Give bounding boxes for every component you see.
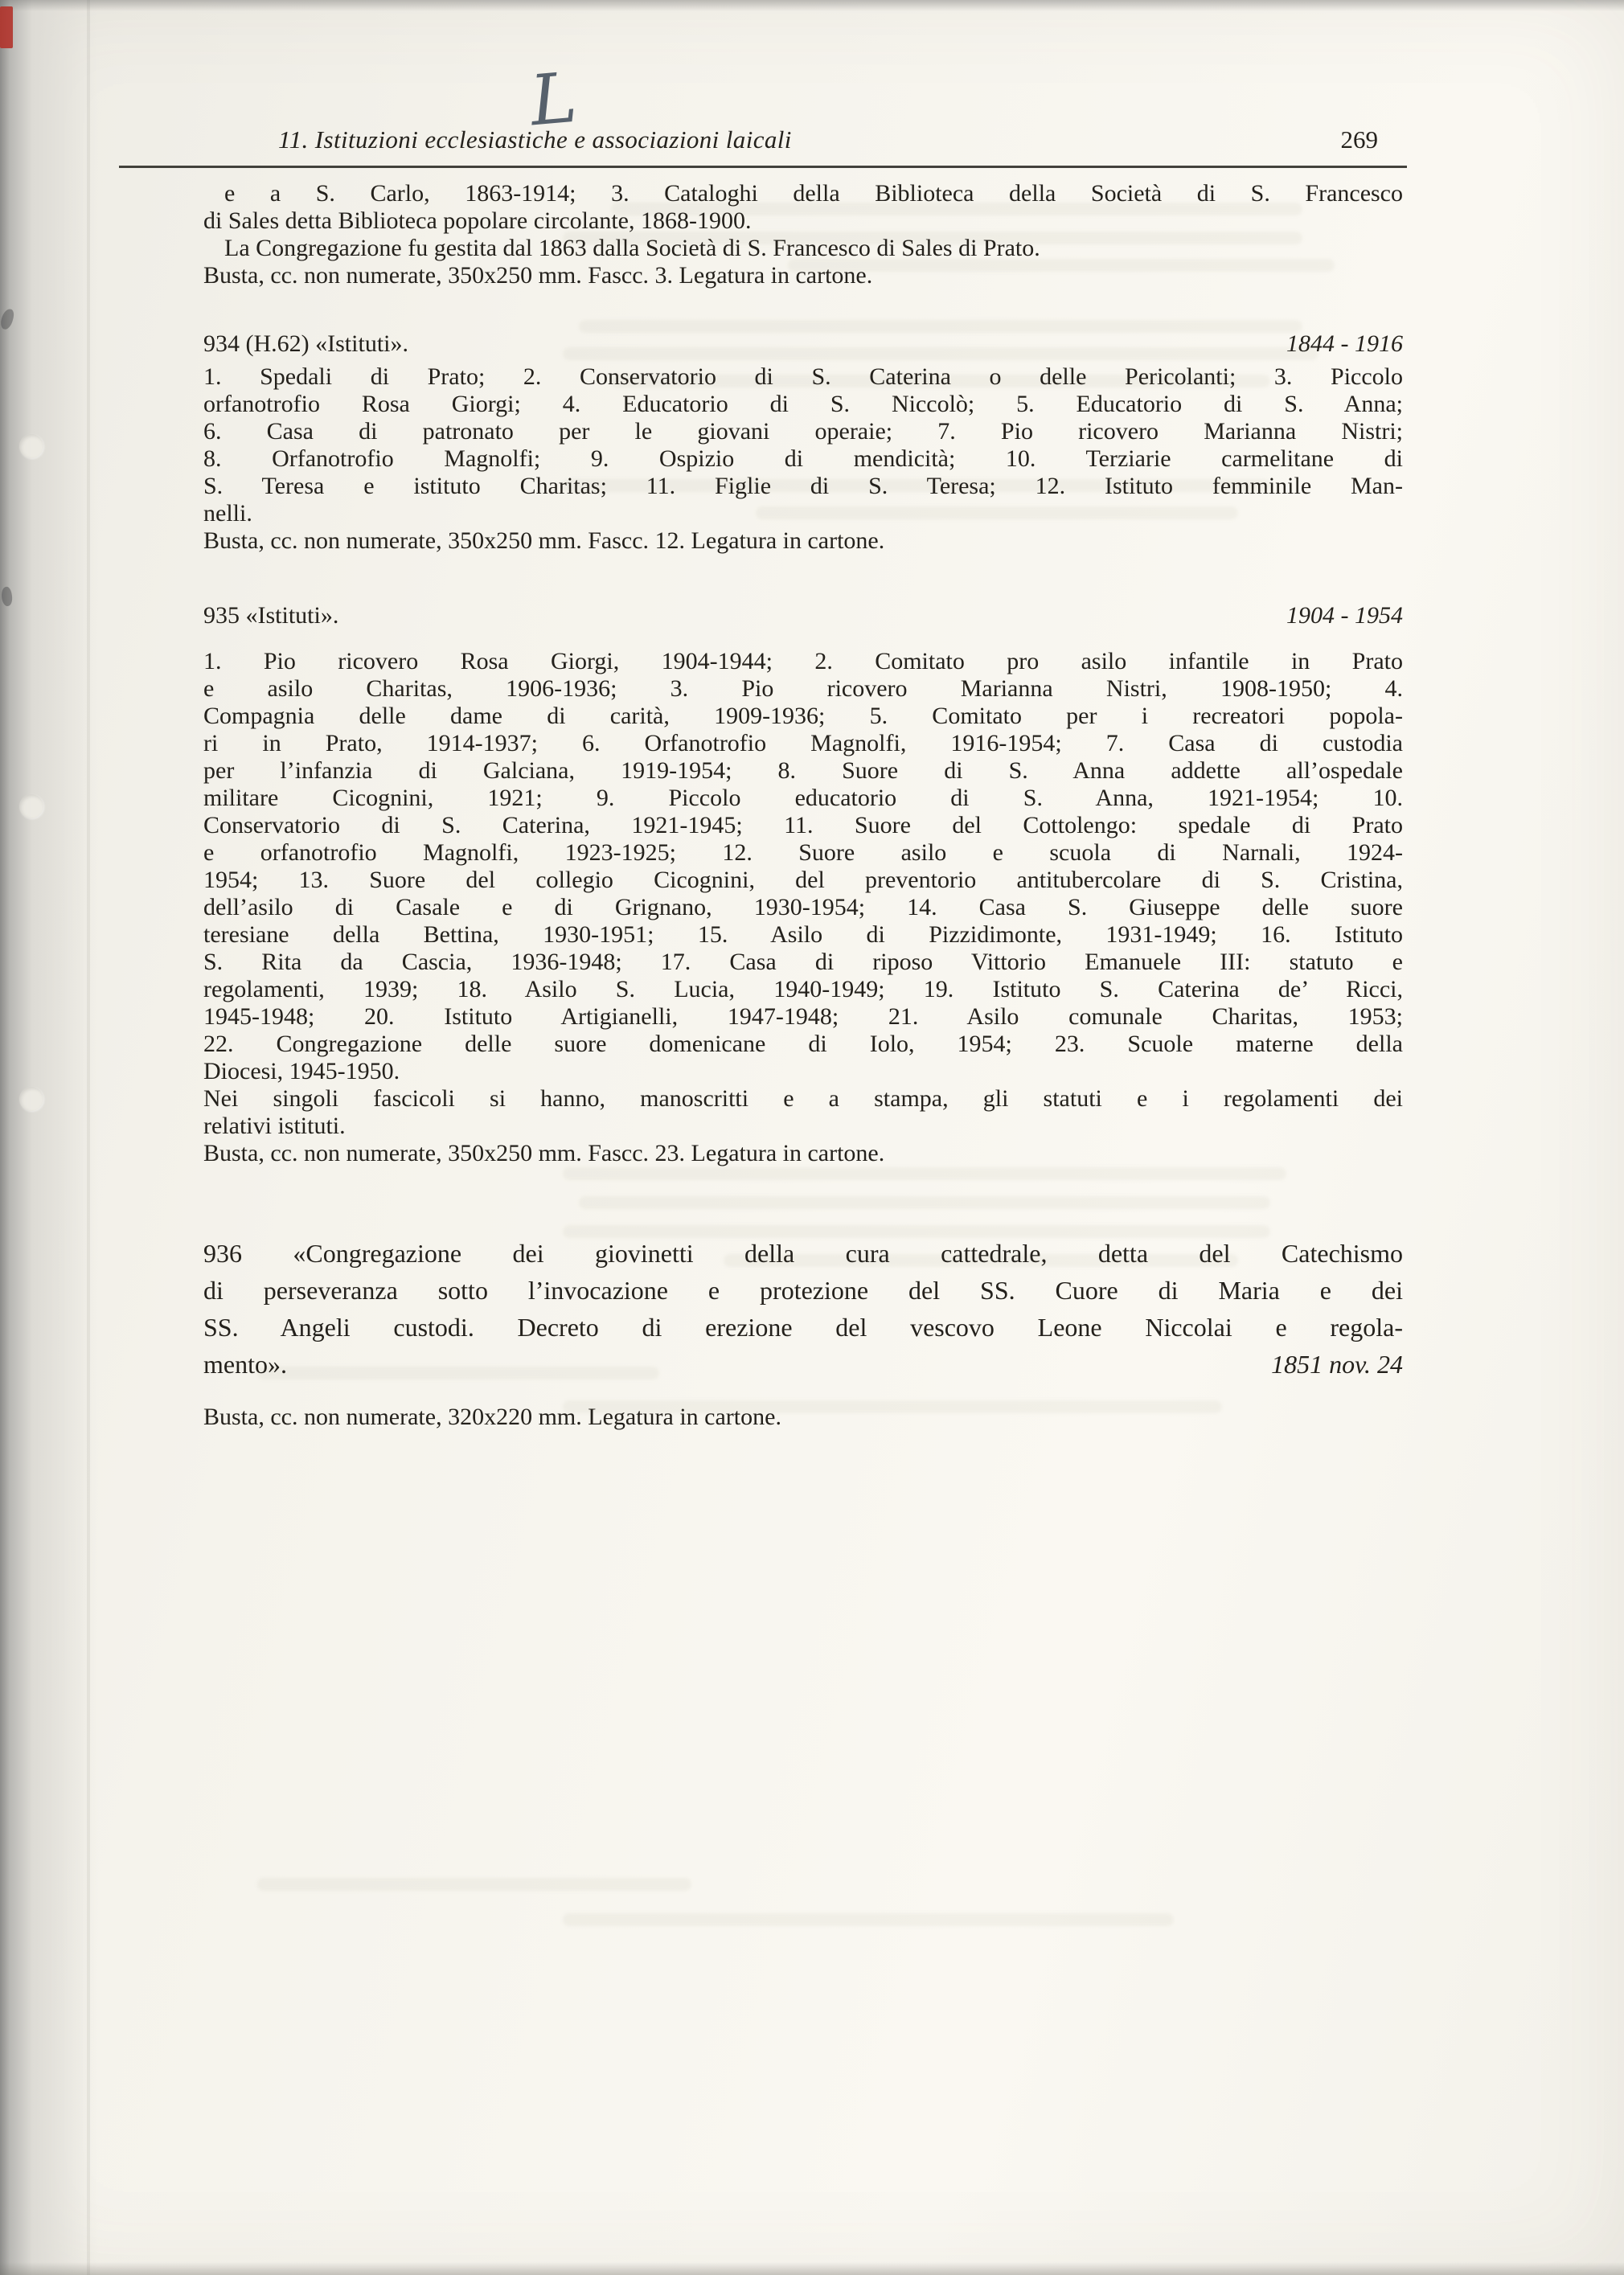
entry-936-heading-last-row xyxy=(203,1346,1403,1383)
text-line: 1. Spedali di Prato; 2. Conservatorio di S. Caterina o delle Pericolanti; 3. Piccolo xyxy=(203,363,1403,390)
text-line: 1945-1948; 20. Istituto Artigianelli, 1947-1948; 21. Asilo comunale Charitas, 1953; xyxy=(203,1003,1403,1030)
text-line: Compagnia delle dame di carità, 1909-1936; 5. Comitato per i recreatori popola- xyxy=(203,703,1403,729)
text-line: Diocesi, 1945-1950. xyxy=(203,1058,400,1084)
header-rule xyxy=(119,166,1407,168)
entry-date: 1904 - 1954 xyxy=(1286,602,1403,629)
text-line: 6. Casa di patronato per le giovani operaie; 7. Pio ricovero Marianna Nistri; xyxy=(203,418,1403,445)
text-line: per l’infanzia di Galciana, 1919-1954; 8. Suore di S. Anna addette all’ospedale xyxy=(203,757,1403,784)
text-line: dell’asilo di Casale e di Grignano, 1930-1954; 14. Casa S. Giuseppe delle suore xyxy=(203,894,1403,920)
entry-935-note xyxy=(203,1085,1403,1140)
physical-description: Busta, cc. non numerate, 350x250 mm. Fascc. 23. Legatura in cartone. xyxy=(203,1140,885,1166)
text-line: 8. Orfanotrofio Magnolfi; 9. Ospizio di mendicità; 10. Terziarie carmelitane di xyxy=(203,445,1403,472)
physical-description: Busta, cc. non numerate, 320x220 mm. Legatura in cartone. xyxy=(203,1404,781,1430)
text-line: di perseveranza sotto l’invocazione e protezione del SS. Cuore di Maria e dei xyxy=(203,1276,1403,1305)
hole-punch xyxy=(19,434,43,458)
scan-bottom-edge-shadow xyxy=(0,2262,1624,2275)
text-line: regolamenti, 1939; 18. Asilo S. Lucia, 1940-1949; 19. Istituto S. Caterina de’ Ricci, xyxy=(203,976,1403,1002)
handwritten-mark: L xyxy=(527,57,580,142)
red-edge-tab xyxy=(0,6,13,48)
text-line: Nei singoli fascicoli si hanno, manoscritti e a stampa, gli statuti e i regolamenti dei xyxy=(203,1085,1403,1112)
text-line: 22. Congregazione delle suore domenicane di Iolo, 1954; 23. Scuole materne della xyxy=(203,1031,1403,1057)
entry-935-description xyxy=(203,648,1403,1085)
entry-heading-end: mento». xyxy=(203,1350,287,1379)
text-line: 936 «Congregazione dei giovinetti della cura cattedrale, detta del Catechismo xyxy=(203,1239,1403,1268)
entry-heading: 935 «Istituti». xyxy=(203,602,339,629)
text-line: teresiane della Bettina, 1930-1951; 15. Asilo di Pizzidimonte, 1931-1949; 16. Istituto xyxy=(203,921,1403,948)
bleed-through-line xyxy=(257,1878,691,1891)
text-line: relativi istituti. xyxy=(203,1113,346,1139)
entry-934-description xyxy=(203,363,1403,527)
entry-936-heading xyxy=(203,1235,1403,1346)
text-line: nelli. xyxy=(203,500,252,527)
text-line: e asilo Charitas, 1906-1936; 3. Pio ricovero Marianna Nistri, 1908-1950; 4. xyxy=(203,675,1403,702)
physical-description: Busta, cc. non numerate, 350x250 mm. Fascc. 12. Legatura in cartone. xyxy=(203,527,885,554)
text-line: di Sales detta Biblioteca popolare circolante, 1868-1900. xyxy=(203,207,752,234)
page-number: 269 xyxy=(1340,125,1378,154)
running-title: 11. Istituzioni ecclesiastiche e associazioni laicali xyxy=(278,125,792,154)
entry-935-heading-row xyxy=(203,601,1403,630)
entry-936 xyxy=(203,1235,1403,1431)
text-line: 1954; 13. Suore del collegio Cicognini, del preventorio antitubercolare di S. Cristina, xyxy=(203,867,1403,893)
hole-punch xyxy=(19,794,43,818)
entry-934 xyxy=(203,330,1403,555)
text-line: orfanotrofio Rosa Giorgi; 4. Educatorio di S. Niccolò; 5. Educatorio di S. Anna; xyxy=(203,391,1403,417)
text-line: militare Cicognini, 1921; 9. Piccolo educatorio di S. Anna, 1921-1954; 10. xyxy=(203,785,1403,811)
page-edge-crease xyxy=(87,0,90,2275)
text-block xyxy=(203,180,1403,1431)
page-header xyxy=(121,125,1407,154)
text-line: S. Rita da Cascia, 1936-1948; 17. Casa di riposo Vittorio Emanuele III: statuto e xyxy=(203,949,1403,975)
text-line: La Congregazione fu gestita dal 1863 dalla Società di S. Francesco di Sales di Prato. xyxy=(224,235,1040,261)
text-line: Busta, cc. non numerate, 350x250 mm. Fascc. 3. Legatura in cartone. xyxy=(203,262,873,289)
text-line: S. Teresa e istituto Charitas; 11. Figlie di S. Teresa; 12. Istituto femminile Man- xyxy=(203,473,1403,499)
bleed-through-line xyxy=(563,1913,1174,1926)
entry-934-heading-row xyxy=(203,330,1403,359)
text-line: e a S. Carlo, 1863-1914; 3. Cataloghi della Biblioteca della Società di S. Francesco xyxy=(224,180,1403,207)
text-line: ri in Prato, 1914-1937; 6. Orfanotrofio Magnolfi, 1916-1954; 7. Casa di custodia xyxy=(203,730,1403,756)
text-line: 1. Pio ricovero Rosa Giorgi, 1904-1944; 2. Comitato pro asilo infantile in Prato xyxy=(203,648,1403,674)
entry-935 xyxy=(203,601,1403,1167)
text-line: e orfanotrofio Magnolfi, 1923-1925; 12. Suore asilo e scuola di Narnali, 1924- xyxy=(203,839,1403,866)
hole-punch xyxy=(19,1087,43,1111)
intro-paragraph xyxy=(203,180,1403,289)
entry-heading: 934 (H.62) «Istituti». xyxy=(203,330,408,357)
entry-date: 1851 nov. 24 xyxy=(1271,1350,1403,1379)
text-line: SS. Angeli custodi. Decreto di erezione del vescovo Leone Niccolai e regola- xyxy=(203,1313,1403,1342)
scan-top-edge-shadow xyxy=(0,0,1624,11)
entry-date: 1844 - 1916 xyxy=(1286,330,1403,357)
text-line: Conservatorio di S. Caterina, 1921-1945; 11. Suore del Cottolengo: spedale di Prato xyxy=(203,812,1403,838)
